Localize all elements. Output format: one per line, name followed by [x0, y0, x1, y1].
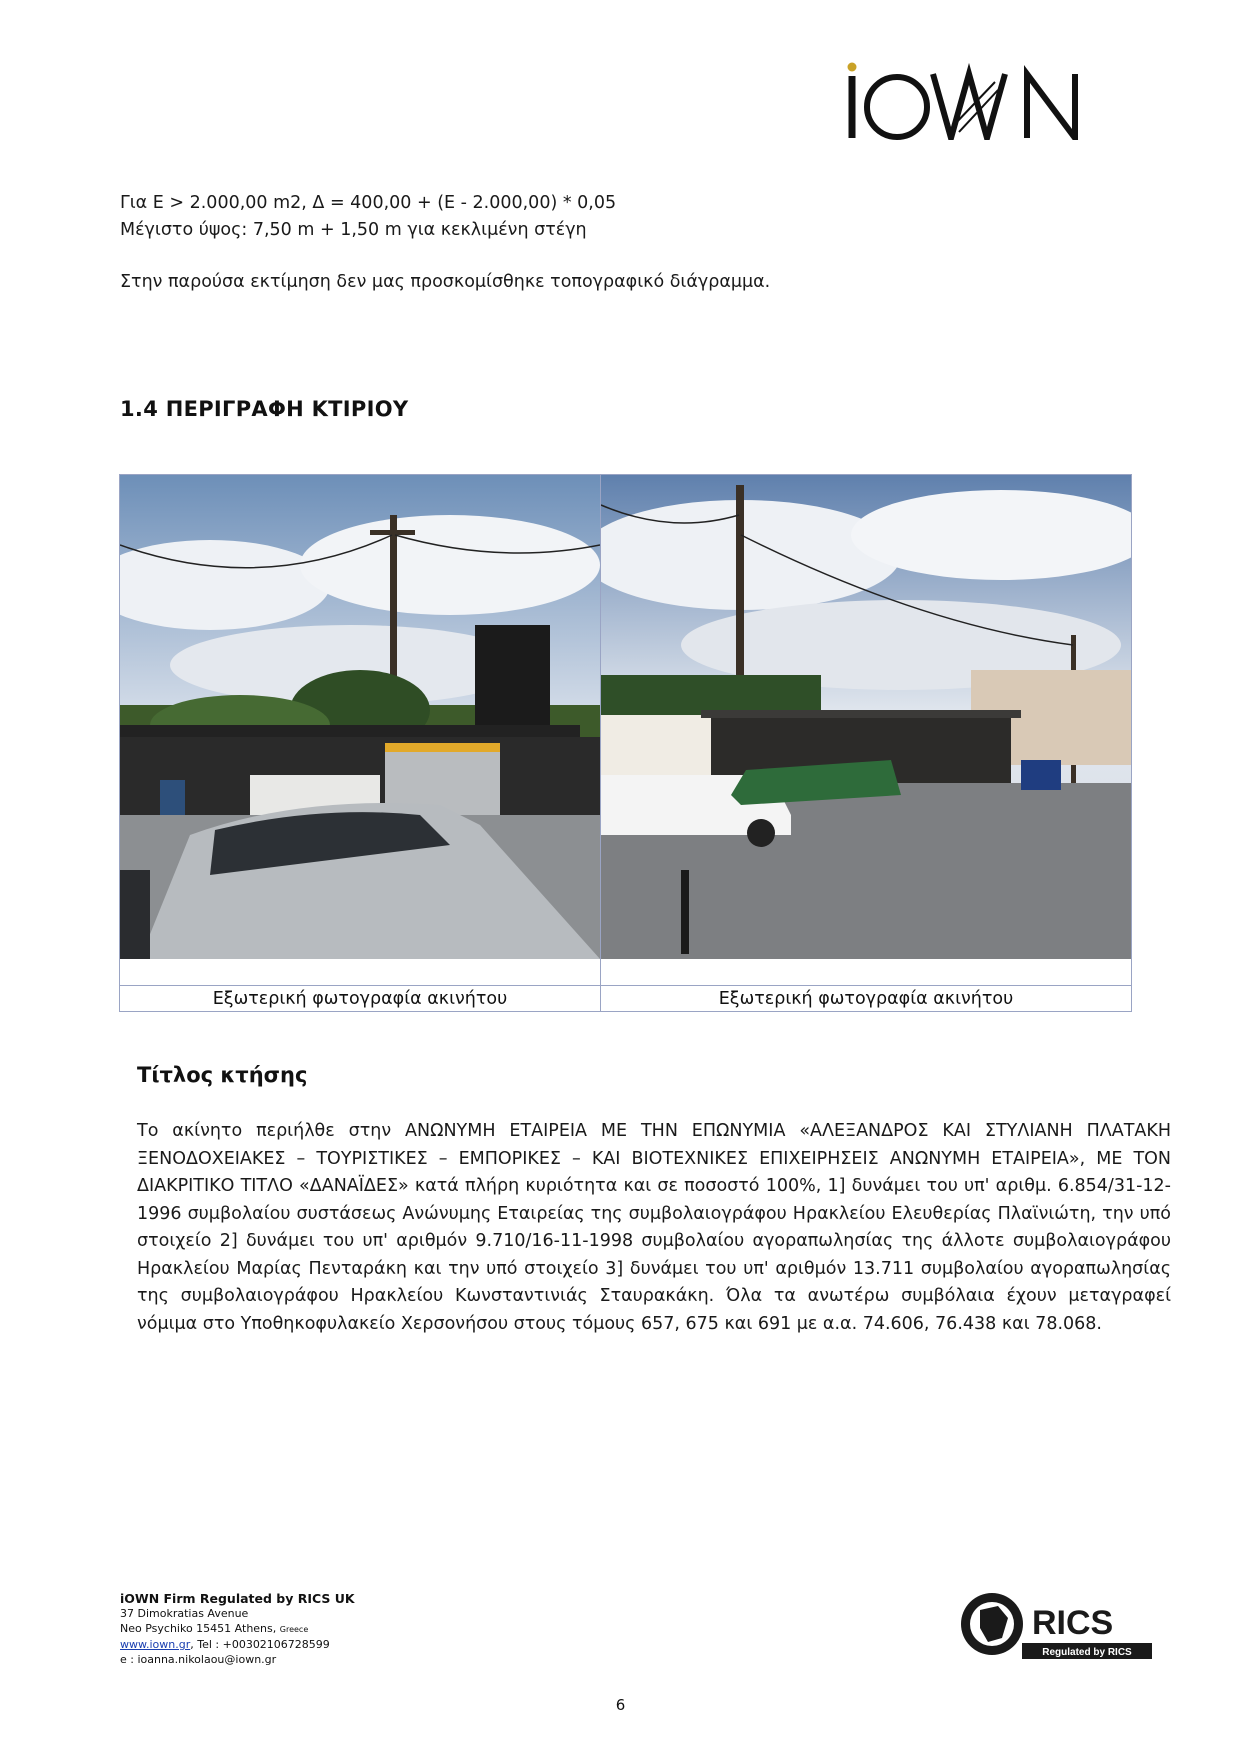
exterior-photo-2 [601, 475, 1131, 959]
page-number: 6 [615, 1696, 626, 1714]
title-deed-text: Το ακίνητο περιήλθε στην ΑΝΩΝΥΜΗ ΕΤΑΙΡΕΙΑ ΜΕ ΤΗΝ ΕΠΩΝΥΜΙΑ «ΑΛΕΞΑΝΔΡΟΣ ΚΑΙ ΣΤΥΛΙΑΝΗ ΠΛΑΤΑΚΗ ΞΕΝΟΔΟΧΕΙΑΚΕΣ – ΤΟΥΡΙΣΤΙΚΕΣ – ΕΜΠΟΡΙΚΕΣ – ΚΑΙ ΒΙΟΤΕΧΝΙΚΕΣ ΕΠΙΧΕΙΡΗΣΕΙΣ ΑΝΩΝΥΜΗ ΕΤΑΙΡΕΙΑ», ΜΕ ΤΟΝ ΔΙΑΚΡΙΤΙΚΟ ΤΙΤΛΟ «ΔΑΝΑΪΔΕΣ» κατά πλήρη κυριότητα και σε ποσοστό 100%, 1] δυνάμει του υπ' αριθμ. 6.854/31-12-1996 συμβολαίου συστάσεως Ανώνυμης Εταιρείας της συμβολαιογράφου Ηρακλείου Ελευθερίας Πλαϊνιώτη, την υπό στοιχείο 2] δυνάμει του υπ' αριθμόν 9.710/16-11-1998 συμβολαίου αγοραπωλησίας της άλλοτε συμβολαιογράφου Ηρακλείου Μαρίας Πενταράκη και την υπό στοιχείο 3] δυνάμει του υπ' αριθμόν 13.711 συμβολαίου αγοραπωλησίας της συμβολαιογράφου Ηρακλείου Κωνσταντινιάς Σταυρακάκη. Όλα τα ανωτέρω συμβόλαια έχουν μεταγραφεί νόμιμα στο Υποθηκοφυλακείο Χερσονήσου στους τόμους 657, 675 και 691 με α.α. 74.606, 76.438 και 78.068. [137, 1121, 1171, 1334]
photo-table [119, 474, 1132, 1012]
footer-firm: iOWN Firm Regulated by RICS UK [120, 1591, 355, 1606]
footer-address-2-main: Neo Psychiko 15451 Athens, [120, 1622, 277, 1635]
rics-wordmark: RICS [1032, 1604, 1114, 1642]
formula-line: Για Ε > 2.000,00 m2, Δ = 400,00 + (Ε - 2.000,00) * 0,05 [120, 193, 617, 213]
caption-row [120, 985, 1131, 1012]
photo-caption-2: Εξωτερική φωτογραφία ακινήτου [718, 989, 1014, 1009]
footer-address-1: 37 Dimokratias Avenue [120, 1607, 249, 1620]
photo-caption-1: Εξωτερική φωτογραφία ακινήτου [212, 989, 508, 1009]
max-height-line: Μέγιστο ύψος: 7,50 m + 1,50 m για κεκλιμένη στέγη [120, 220, 587, 240]
footer-address-2 [120, 1621, 355, 1637]
section-title: 1.4 ΠΕΡΙΓΡΑΦΗ ΚΤΙΡΙΟΥ [120, 397, 409, 421]
title-deed-heading: Τίτλος κτήσης [137, 1063, 308, 1087]
footer-country: Greece [279, 1625, 309, 1634]
topographic-note: Στην παρούσα εκτίμηση δεν μας προσκομίσθηκε τοπογραφικό διάγραμμα. [120, 272, 771, 292]
exterior-photo-1 [120, 475, 600, 959]
rics-logo [958, 1588, 1158, 1662]
footer-tel: , Tel : +00302106728599 [190, 1638, 330, 1651]
footer-email: e : ioanna.nikolaou@iown.gr [120, 1653, 277, 1666]
footer-contact [120, 1637, 355, 1652]
footer [120, 1591, 355, 1667]
iown-logo [845, 62, 1115, 140]
website-link[interactable]: www.iown.gr [120, 1638, 191, 1651]
rics-tagline: Regulated by RICS [1042, 1647, 1132, 1658]
column-divider [600, 475, 601, 1011]
